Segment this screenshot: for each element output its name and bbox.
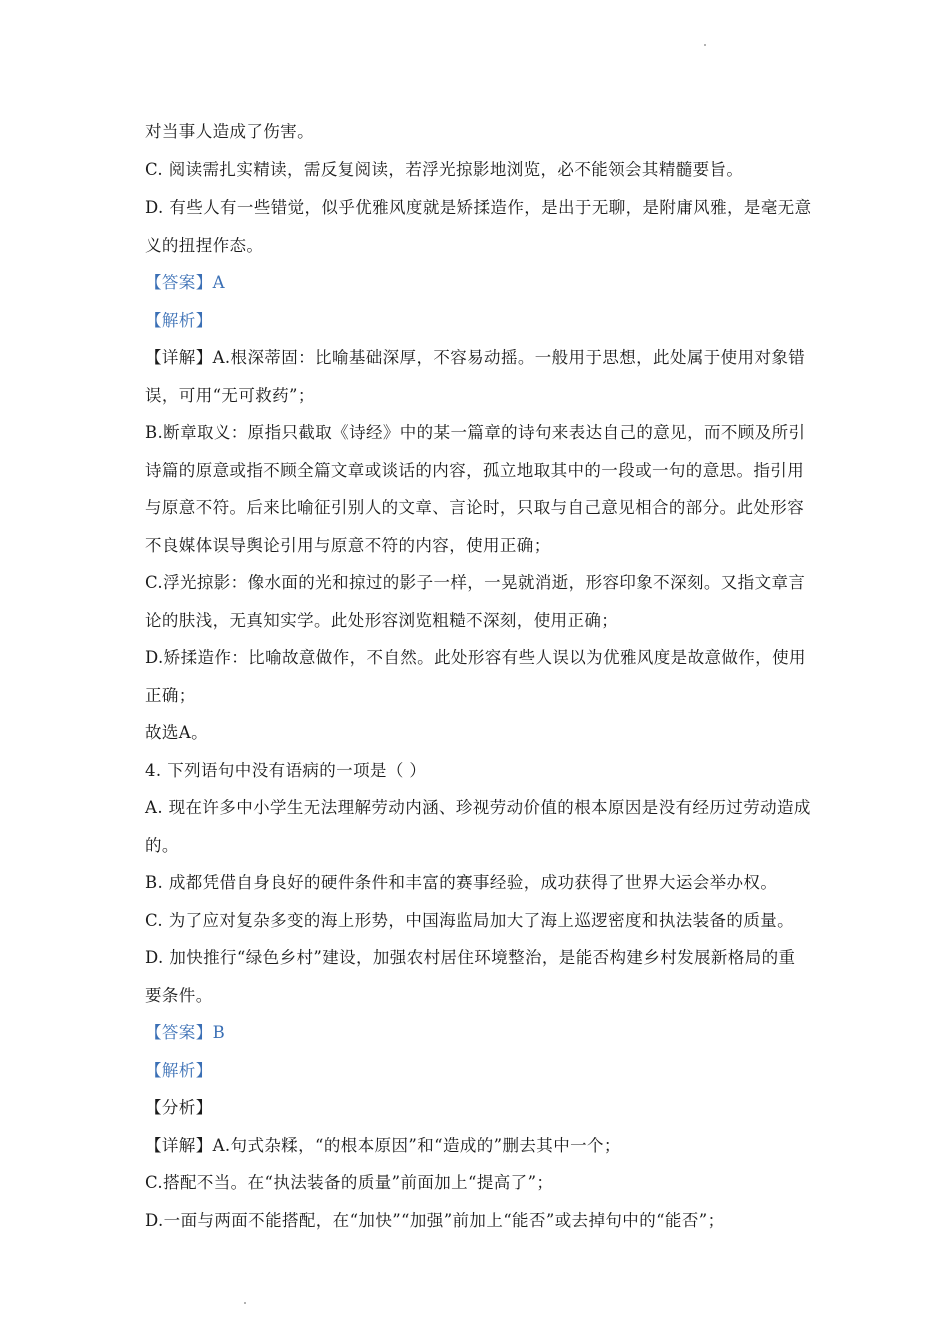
option-c-line: C. 为了应对复杂多变的海上形势，中国海监局加大了海上巡逻密度和执法装备的质量。 <box>145 911 795 930</box>
analysis-heading: 【分析】 <box>145 1098 213 1117</box>
option-b-line: B. 成都凭借自身良好的硬件条件和丰富的赛事经验，成功获得了世界大运会举办权。 <box>145 873 778 892</box>
text-line: 不良媒体误导舆论引用与原意不符的内容，使用正确； <box>145 536 551 555</box>
option-a-line: A. 现在许多中小学生无法理解劳动内涵、珍视劳动价值的根本原因是没有经历过劳动造成 <box>145 798 811 817</box>
text-line: 诗篇的原意或指不顾全篇文章或谈话的内容，孤立地取其中的一段或一句的意思。指引用 <box>145 461 805 480</box>
detail-line: 【详解】A.根深蒂固：比喻基础深厚，不容易动摇。一般用于思想，此处属于使用对象错 <box>145 348 806 367</box>
text-line: D.一面与两面不能搭配，在“加快”“加强”前加上“能否”或去掉句中的“能否”； <box>145 1211 725 1230</box>
top-dot-mark <box>704 44 706 46</box>
option-d-line: D. 有些人有一些错觉，似乎优雅风度就是矫揉造作，是出于无聊，是附庸风雅，是毫无意 <box>145 198 812 217</box>
text-line: 要条件。 <box>145 986 213 1005</box>
text-line: 误，可用“无可救药”； <box>145 386 315 405</box>
text-line: 正确； <box>145 686 196 705</box>
text-line: 与原意不符。后来比喻征引别人的文章、言论时，只取与自己意见相合的部分。此处形容 <box>145 498 805 517</box>
bottom-dot-mark <box>244 1302 246 1304</box>
option-c-line: C. 阅读需扎实精读，需反复阅读，若浮光掠影地浏览，必不能领会其精髓要旨。 <box>145 160 744 179</box>
answer-label: 【答案】B <box>145 1023 226 1042</box>
text-line: 故选A。 <box>145 723 209 742</box>
analysis-label: 【解析】 <box>145 1061 213 1080</box>
option-d-line: D. 加快推行“绿色乡村”建设，加强农村居住环境整治，是能否构建乡村发展新格局的重 <box>145 948 796 967</box>
answer-label: 【答案】A <box>145 273 225 292</box>
text-line: 的。 <box>145 836 179 855</box>
text-line: 论的肤浅，无真知实学。此处形容浏览粗糙不深刻，使用正确； <box>145 611 619 630</box>
text-line: D.矫揉造作：比喻故意做作，不自然。此处形容有些人误以为优雅风度是故意做作，使用 <box>145 648 806 667</box>
text-line: B.断章取义：原指只截取《诗经》中的某一篇章的诗句来表达自己的意见，而不顾及所引 <box>145 423 806 442</box>
text-line: 义的扭捏作态。 <box>145 236 264 255</box>
question-4-title: 4. 下列语句中没有语病的一项是（ ） <box>145 761 427 780</box>
analysis-label: 【解析】 <box>145 311 213 330</box>
text-line: C.搭配不当。在“执法装备的质量”前面加上“提高了”； <box>145 1173 554 1192</box>
text-line: 对当事人造成了伤害。 <box>145 122 314 141</box>
text-line: C.浮光掠影：像水面的光和掠过的影子一样，一晃就消逝，形容印象不深刻。又指文章言 <box>145 573 806 592</box>
detail-line: 【详解】A.句式杂糅，“的根本原因”和“造成的”删去其中一个； <box>145 1136 621 1155</box>
